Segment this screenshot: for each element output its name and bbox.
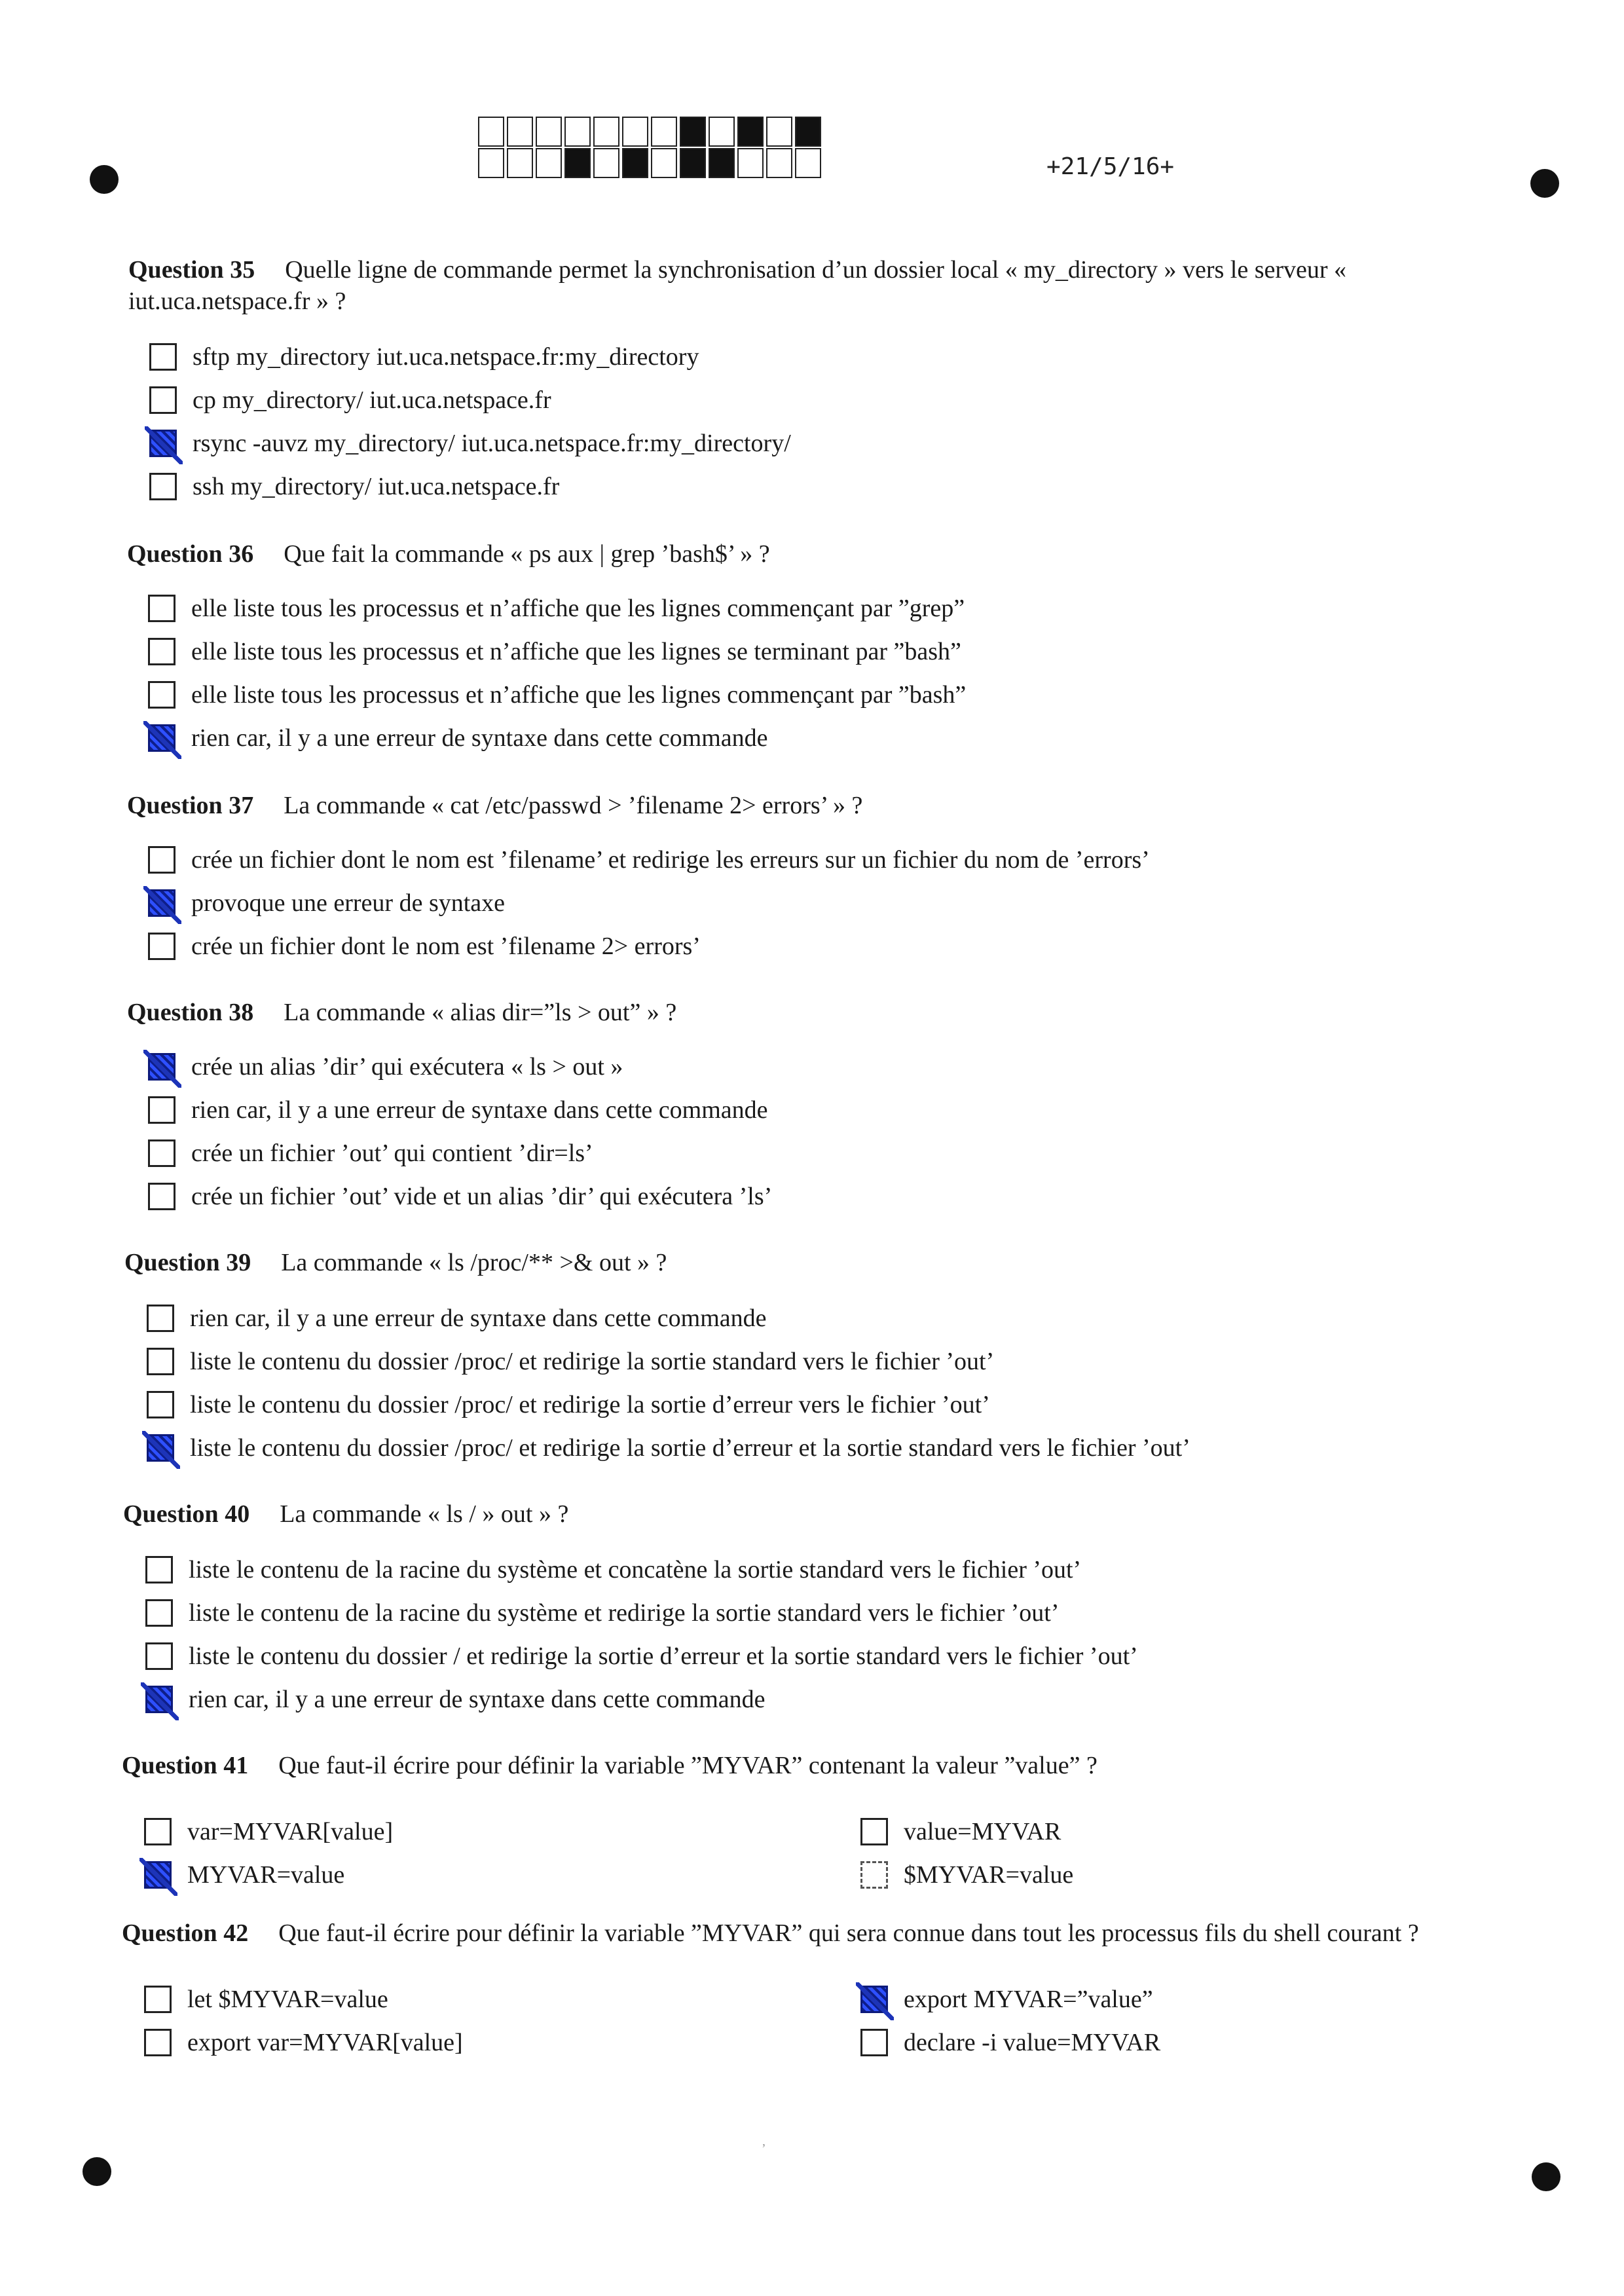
code-cell <box>536 148 562 178</box>
checkbox[interactable] <box>148 681 175 709</box>
registration-dot-top-right <box>1530 169 1559 198</box>
option-q39-4[interactable] <box>147 1432 1190 1464</box>
checkbox[interactable] <box>147 1348 174 1375</box>
option-label: crée un fichier dont le nom est ’filename 2> errors’ <box>191 933 701 960</box>
option-q41-4[interactable] <box>860 1859 1073 1891</box>
checkbox[interactable] <box>144 1818 172 1845</box>
checkbox[interactable] <box>148 1183 175 1210</box>
checkbox[interactable] <box>145 1686 173 1713</box>
question-label: Question 38 <box>127 999 254 1026</box>
option-q40-4[interactable] <box>145 1683 766 1716</box>
option-q36-2[interactable] <box>148 635 961 668</box>
question-label: Question 40 <box>123 1500 250 1528</box>
option-q35-4[interactable] <box>149 470 559 503</box>
student-code-row-1 <box>478 117 824 147</box>
question-text: La commande « ls /proc/** >& out » ? <box>281 1249 667 1276</box>
option-label: elle liste tous les processus et n’affiche que les lignes commençant par ”bash” <box>191 681 967 709</box>
checkbox[interactable] <box>860 1861 888 1889</box>
code-cell <box>622 117 648 147</box>
option-label: liste le contenu du dossier /proc/ et redirige la sortie standard vers le fichier ’out’ <box>190 1348 995 1375</box>
option-label: liste le contenu du dossier /proc/ et redirige la sortie d’erreur vers le fichier ’out’ <box>190 1391 990 1418</box>
page-id: +21/5/16+ <box>1046 153 1175 180</box>
checkbox[interactable] <box>147 1434 174 1462</box>
checkbox[interactable] <box>148 638 175 665</box>
registration-dot-top-left <box>90 165 119 194</box>
checkbox[interactable] <box>148 595 175 622</box>
option-q40-3[interactable] <box>145 1640 1138 1673</box>
option-label: var=MYVAR[value] <box>187 1818 394 1845</box>
option-q40-2[interactable] <box>145 1597 1059 1629</box>
option-label: sftp my_directory iut.uca.netspace.fr:my_directory <box>193 343 699 371</box>
question-text: Que fait la commande « ps aux | grep ’bash$’ » ? <box>284 540 770 568</box>
option-label: rien car, il y a une erreur de syntaxe dans cette commande <box>189 1686 766 1713</box>
checkbox[interactable] <box>148 1139 175 1167</box>
option-q40-1[interactable] <box>145 1553 1081 1586</box>
option-label: rsync -auvz my_directory/ iut.uca.netspace.fr:my_directory/ <box>193 430 791 457</box>
option-q41-2[interactable] <box>144 1859 344 1891</box>
checkbox[interactable] <box>147 1305 174 1332</box>
question-label: Question 41 <box>122 1752 249 1779</box>
code-cell <box>737 148 764 178</box>
checkbox[interactable] <box>144 2029 172 2056</box>
code-cell <box>622 148 648 178</box>
option-q37-1[interactable] <box>148 843 1150 876</box>
option-label: rien car, il y a une erreur de syntaxe dans cette commande <box>191 724 768 752</box>
question-35 <box>128 254 1530 317</box>
code-cell <box>737 117 764 147</box>
code-cell <box>651 148 677 178</box>
code-cell <box>795 117 821 147</box>
checkbox[interactable] <box>144 1861 172 1889</box>
option-label: crée un alias ’dir’ qui exécutera « ls > out » <box>191 1053 623 1081</box>
option-label: crée un fichier ’out’ vide et un alias ’dir’ qui exécutera ’ls’ <box>191 1183 773 1210</box>
option-label: declare -i value=MYVAR <box>904 2029 1161 2056</box>
option-label: $MYVAR=value <box>904 1861 1074 1889</box>
option-q37-3[interactable] <box>148 930 701 963</box>
question-label: Question 35 <box>128 256 255 284</box>
option-label: ssh my_directory/ iut.uca.netspace.fr <box>193 473 560 500</box>
code-cell <box>507 148 533 178</box>
registration-dot-bottom-right <box>1532 2162 1560 2191</box>
checkbox[interactable] <box>860 2029 888 2056</box>
option-label: elle liste tous les processus et n’affiche que les lignes commençant par ”grep” <box>191 595 965 622</box>
option-q42-2[interactable] <box>144 2026 463 2059</box>
code-cell <box>593 148 619 178</box>
code-cell <box>536 117 562 147</box>
question-label: Question 39 <box>124 1249 251 1276</box>
option-label: liste le contenu du dossier / et redirige la sortie d’erreur et la sortie standard vers le fichier ’out’ <box>189 1642 1138 1670</box>
option-q41-3[interactable] <box>860 1815 1061 1848</box>
checkbox[interactable] <box>148 889 175 917</box>
checkbox[interactable] <box>147 1391 174 1418</box>
code-cell <box>680 117 706 147</box>
code-cell <box>478 148 504 178</box>
checkbox[interactable] <box>145 1599 173 1627</box>
registration-dot-bottom-left <box>83 2157 111 2186</box>
code-cell <box>478 117 504 147</box>
question-text: La commande « alias dir=”ls > out” » ? <box>284 999 677 1026</box>
question-36 <box>127 538 770 570</box>
option-label: liste le contenu de la racine du système et concatène la sortie standard vers le fichier ’out’ <box>189 1556 1082 1583</box>
question-39 <box>124 1247 667 1278</box>
question-label: Question 42 <box>122 1919 249 1947</box>
option-label: export var=MYVAR[value] <box>187 2029 463 2056</box>
code-cell <box>795 148 821 178</box>
checkbox[interactable] <box>145 1642 173 1670</box>
option-label: crée un fichier dont le nom est ’filename’ et redirige les erreurs sur un fichier du nom de ’errors’ <box>191 846 1150 874</box>
option-q39-3[interactable] <box>147 1388 990 1421</box>
question-40 <box>123 1498 568 1530</box>
option-q37-2[interactable] <box>148 887 505 919</box>
checkbox[interactable] <box>149 343 177 371</box>
option-q36-1[interactable] <box>148 592 965 625</box>
option-q39-1[interactable] <box>147 1302 767 1335</box>
option-label: cp my_directory/ iut.uca.netspace.fr <box>193 386 551 414</box>
code-cell <box>564 148 591 178</box>
checkbox[interactable] <box>148 933 175 960</box>
option-label: provoque une erreur de syntaxe <box>191 889 506 917</box>
question-text: Que faut-il écrire pour définir la variable ”MYVAR” qui sera connue dans tout les processus fils du shell courant ? <box>278 1919 1419 1947</box>
option-q42-1[interactable] <box>144 1983 388 2016</box>
option-q38-4[interactable] <box>148 1180 772 1213</box>
option-label: rien car, il y a une erreur de syntaxe dans cette commande <box>191 1096 768 1124</box>
student-code-row-2 <box>478 148 824 178</box>
code-cell <box>593 117 619 147</box>
option-label: elle liste tous les processus et n’affiche que les lignes se terminant par ”bash” <box>191 638 961 665</box>
stray-pen-mark: ’ <box>762 2141 766 2156</box>
option-q38-3[interactable] <box>148 1137 593 1170</box>
checkbox[interactable] <box>148 724 175 752</box>
option-q35-3[interactable] <box>149 427 791 460</box>
option-label: export MYVAR=”value” <box>904 1986 1153 2013</box>
code-cell <box>507 117 533 147</box>
option-q36-4[interactable] <box>148 722 768 754</box>
option-label: liste le contenu de la racine du système et redirige la sortie standard vers le fichier ’out’ <box>189 1599 1060 1627</box>
checkbox[interactable] <box>145 1556 173 1583</box>
checkbox[interactable] <box>149 430 177 457</box>
option-q39-2[interactable] <box>147 1345 994 1378</box>
question-41 <box>122 1750 1098 1781</box>
code-cell <box>564 117 591 147</box>
question-label: Question 36 <box>127 540 254 568</box>
option-q38-1[interactable] <box>148 1050 623 1083</box>
checkbox[interactable] <box>149 473 177 500</box>
option-q38-2[interactable] <box>148 1094 768 1126</box>
code-cell <box>709 148 735 178</box>
option-q42-4[interactable] <box>860 2026 1160 2059</box>
option-label: liste le contenu du dossier /proc/ et redirige la sortie d’erreur et la sortie standard vers le fichier ’out’ <box>190 1434 1190 1462</box>
option-q35-1[interactable] <box>149 341 699 373</box>
option-label: MYVAR=value <box>187 1861 345 1889</box>
code-cell <box>651 117 677 147</box>
code-cell <box>680 148 706 178</box>
checkbox[interactable] <box>148 1053 175 1081</box>
checkbox[interactable] <box>860 1818 888 1845</box>
option-q36-3[interactable] <box>148 678 966 711</box>
option-label: rien car, il y a une erreur de syntaxe dans cette commande <box>190 1305 767 1332</box>
code-cell <box>766 148 792 178</box>
code-cell <box>766 117 792 147</box>
checkbox[interactable] <box>148 846 175 874</box>
question-text: La commande « ls / » out » ? <box>280 1500 569 1528</box>
question-37 <box>127 790 862 821</box>
option-label: crée un fichier ’out’ qui contient ’dir=ls’ <box>191 1139 593 1167</box>
option-q41-1[interactable] <box>144 1815 393 1848</box>
option-q35-2[interactable] <box>149 384 551 417</box>
option-label: value=MYVAR <box>904 1818 1061 1845</box>
checkbox[interactable] <box>860 1986 888 2013</box>
option-q42-3[interactable] <box>860 1983 1153 2016</box>
question-label: Question 37 <box>127 792 254 819</box>
question-42 <box>122 1917 1419 1949</box>
code-cell <box>709 117 735 147</box>
question-text: La commande « cat /etc/passwd > ’filename 2> errors’ » ? <box>284 792 863 819</box>
question-text: Que faut-il écrire pour définir la variable ”MYVAR” contenant la valeur ”value” ? <box>278 1752 1098 1779</box>
question-text: Quelle ligne de commande permet la synchronisation d’un dossier local « my_directory » vers le serveur « iut.uca.netspace.fr » ? <box>128 256 1347 315</box>
checkbox[interactable] <box>149 386 177 414</box>
checkbox[interactable] <box>148 1096 175 1124</box>
checkbox[interactable] <box>144 1986 172 2013</box>
question-38 <box>127 997 676 1028</box>
option-label: let $MYVAR=value <box>187 1986 388 2013</box>
